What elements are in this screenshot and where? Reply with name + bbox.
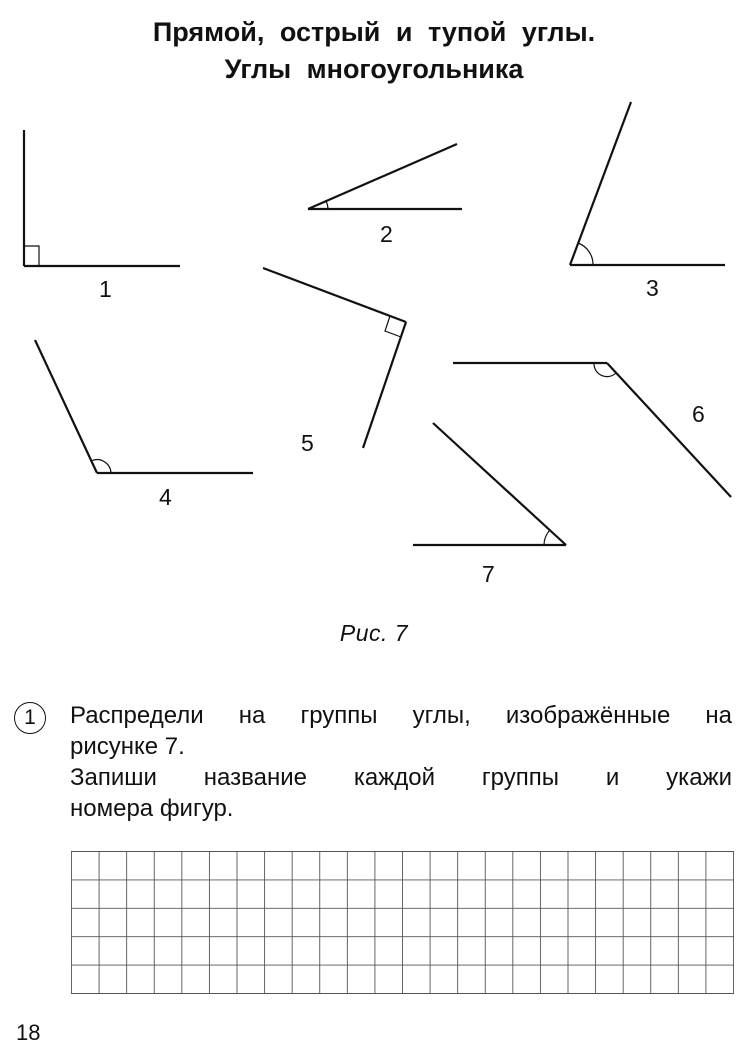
task-text — [70, 700, 732, 824]
task-line-3: Запиши название каждой группы и укажи — [70, 764, 732, 791]
angle-label-1: 1 — [99, 276, 112, 302]
task-number-badge: 1 — [14, 702, 46, 734]
angle-5-right — [263, 268, 406, 448]
page-title-line-1: Прямой, острый и тупой углы. — [152, 17, 596, 47]
page-number: 18 — [16, 1020, 41, 1045]
task-line-2: рисунке 7. — [70, 733, 185, 760]
angle-4-obtuse — [35, 340, 253, 473]
angle-6-obtuse — [453, 363, 731, 497]
task-line-4: номера фигур. — [70, 795, 234, 822]
figure-caption: Рис. 7 — [339, 620, 409, 646]
angle-label-6: 6 — [692, 401, 705, 427]
angle-2-acute — [308, 144, 462, 209]
angle-7-acute — [413, 423, 566, 545]
angle-label-4: 4 — [159, 484, 172, 510]
angle-1-right — [24, 130, 180, 266]
angle-label-5: 5 — [301, 430, 314, 456]
answer-grid[interactable] — [71, 851, 734, 994]
task-line-1: Распредели на группы углы, изображённые на — [70, 702, 732, 729]
angle-label-2: 2 — [380, 221, 393, 247]
page-title-line-2: Углы многоугольника — [224, 54, 524, 84]
angle-3-acute — [570, 102, 725, 265]
angle-label-3: 3 — [646, 275, 659, 301]
angle-label-7: 7 — [482, 561, 495, 587]
